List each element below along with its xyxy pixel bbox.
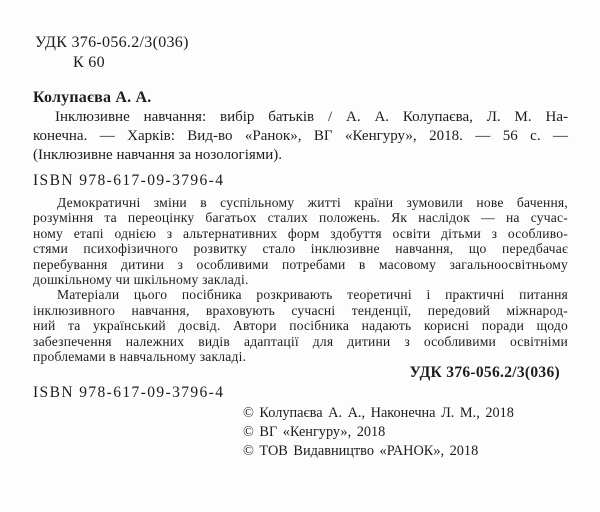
annotation-line: ному етапі однією з альтернативних форм здобуття освіти дітьми з особливо- — [33, 225, 568, 241]
annotation-block — [33, 195, 568, 364]
isbn-bottom: ISBN 978-617-09-3796-4 — [33, 384, 225, 401]
copyright-block — [243, 404, 514, 460]
classification-code: К 60 — [73, 54, 105, 71]
copyright-line: © ВГ «Кенгуру», 2018 — [243, 423, 386, 440]
bibliographic-description — [33, 108, 568, 165]
annotation-line: Матеріали цього посібника розкривають теоретичні і практичні питання — [57, 287, 568, 303]
copyright-line: © Колупаєва А. А., Наконечна Л. М., 2018 — [243, 405, 514, 421]
author-heading: Колупаєва А. А. — [33, 89, 152, 106]
udk-top-code: УДК 376-056.2/3(036) — [35, 34, 189, 51]
annotation-line: дошкільному чи шкільному закладі. — [33, 272, 249, 288]
annotation-line: стями психофізичного розвитку стало інклюзивне навчання, що передбачає — [33, 241, 568, 257]
bib-line: конечна. — Харків: Вид-во «Ранок», ВГ «Кенгуру», 2018. — 56 с. — — [33, 128, 568, 144]
annotation-line: проблемами в навчальному закладі. — [33, 349, 247, 365]
bib-line: (Інклюзивне навчання за нозологіями). — [33, 147, 283, 163]
copyright-line: © ТОВ Видавництво «РАНОК», 2018 — [243, 442, 479, 459]
annotation-line: Демократичні зміни в суспільному житті країни зумовили нове бачення, — [57, 195, 568, 210]
udk-bottom-code: УДК 376-056.2/3(036) — [409, 364, 560, 381]
annotation-line: забезпечення належних видів адаптації для дитини з особливими освітніми — [33, 333, 568, 349]
isbn-top: ISBN 978-617-09-3796-4 — [33, 172, 225, 189]
annotation-line: інклюзивного навчання, враховують сучасні тенденції, передовий міжнарод- — [33, 302, 568, 318]
annotation-line: ний та український досвід. Автори посібника надають корисні поради щодо — [33, 318, 568, 334]
bib-line: Інклюзивне навчання: вибір батьків / А. А. Колупаєва, Л. М. На- — [55, 109, 568, 125]
annotation-line: розуміння та переоцінку багатьох сталих положень. Як наслідок — на сучас- — [33, 210, 568, 226]
annotation-line: перебування дитини з особливими потребами в масовому загальноосвітньому — [33, 256, 568, 272]
